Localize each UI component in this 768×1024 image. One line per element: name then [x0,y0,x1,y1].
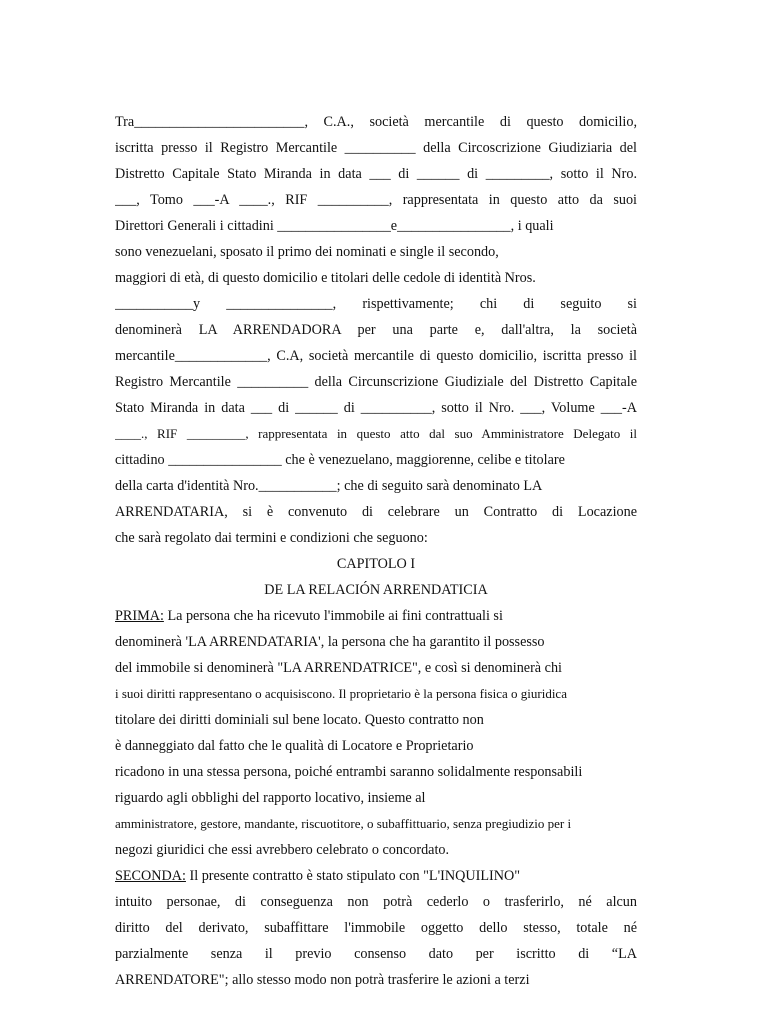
line-text: Stato Miranda in data ___ di ______ di __________, sotto il Nro. ___, Volume ___-A [115,400,637,416]
text-line [115,969,637,995]
line-text: ricadono in una stessa persona, poiché entrambi saranno solidalmente responsabili [115,764,583,780]
text-line [115,657,637,683]
text-line [115,605,637,631]
chapter-heading [115,579,637,605]
text-line [115,397,637,423]
text-line [115,787,637,813]
line-text: mercantile_____________, C.A, società mercantile di questo domicilio, iscritta presso il [115,348,637,364]
line-text: maggiori di età, di questo domicilio e titolari delle cedole di identità Nros. [115,270,536,286]
line-text: ____., RIF _________, rappresentata in questo atto dal suo Amministratore Delegato il [115,426,637,441]
line-text: diritto del derivato, subaffittare l'immobile oggetto dello stesso, totale né [115,920,637,936]
line-text: denominerà 'LA ARRENDATARIA', la persona che ha garantito il possesso [115,634,545,650]
line-text: Tra________________________, C.A., società mercantile di questo domicilio, [115,114,637,130]
text-line [115,891,637,917]
line-text: Direttori Generali i cittadini ________________e________________, i quali [115,218,554,234]
text-line [115,527,637,553]
text-line [115,111,637,137]
text-line [115,293,637,319]
line-text: ARRENDATORE"; allo stesso modo non potrà trasferire le azioni a terzi [115,972,530,988]
text-line [115,631,637,657]
text-line [115,163,637,189]
text-line [115,761,637,787]
text-line [115,345,637,371]
text-line [115,813,637,839]
text-line [115,683,637,709]
line-text: i suoi diritti rappresentano o acquisiscono. Il proprietario è la persona fisica o giuridica [115,686,567,701]
text-line [115,371,637,397]
line-text: ___________y _______________, rispettivamente; chi di seguito si [115,296,637,312]
text-line [115,917,637,943]
chapter-heading [115,553,637,579]
line-text: del immobile si denominerà "LA ARRENDATRICE", e così si denominerà chi [115,660,562,676]
line-text: Il presente contratto è stato stipulato con "L'INQUILINO" [185,868,521,884]
clause-label: PRIMA: [115,608,164,624]
text-line [115,423,637,449]
text-line [115,267,637,293]
line-text: intuito personae, di conseguenza non potrà cederlo o trasferirlo, né alcun [115,894,637,910]
text-line [115,319,637,345]
line-text: ARRENDATARIA, si è convenuto di celebrare un Contratto di Locazione [115,504,637,520]
line-text: La persona che ha ricevuto l'immobile ai fini contrattuali si [163,608,503,624]
text-line [115,943,637,969]
text-line [115,215,637,241]
line-text: Registro Mercantile __________ della Circunscrizione Giudiziale del Distretto Capitale [115,374,637,390]
line-text: è danneggiato dal fatto che le qualità di Locatore e Proprietario [115,738,474,754]
text-line [115,709,637,735]
clause-label: SECONDA: [115,868,186,884]
text-line [115,189,637,215]
line-text: sono venezuelani, sposato il primo dei nominati e single il secondo, [115,244,499,260]
line-text: DE LA RELACIÓN ARRENDATICIA [264,582,488,598]
line-text: della carta d'identità Nro.___________; che di seguito sarà denominato LA [115,478,543,494]
line-text: titolare dei diritti dominiali sul bene locato. Questo contratto non [115,712,484,728]
text-line [115,501,637,527]
line-text: cittadino ________________ che è venezuelano, maggiorenne, celibe e titolare [115,452,565,468]
line-text: CAPITOLO I [336,556,416,572]
line-text: negozi giuridici che essi avrebbero celebrato o concordato. [115,842,450,858]
text-line [115,449,637,475]
contract-document [115,111,637,995]
text-line [115,865,637,891]
text-line [115,241,637,267]
text-line [115,839,637,865]
line-text: iscritta presso il Registro Mercantile __________ della Circoscrizione Giudiziaria del [115,140,637,156]
line-text: denominerà LA ARRENDADORA per una parte e, dall'altra, la società [115,322,637,338]
text-line [115,137,637,163]
line-text: Distretto Capitale Stato Miranda in data ___ di ______ di _________, sotto il Nro. [115,166,637,182]
line-text: che sarà regolato dai termini e condizioni che seguono: [115,530,428,546]
line-text: parzialmente senza il previo consenso dato per iscritto di “LA [115,946,637,962]
line-text: amministratore, gestore, mandante, riscuotitore, o subaffittuario, senza pregiudizio per i [115,816,572,831]
line-text: riguardo agli obblighi del rapporto locativo, insieme al [115,790,426,806]
text-line [115,735,637,761]
line-text: ___, Tomo ___-A ____., RIF __________, rappresentata in questo atto da suoi [115,192,637,208]
text-line [115,475,637,501]
